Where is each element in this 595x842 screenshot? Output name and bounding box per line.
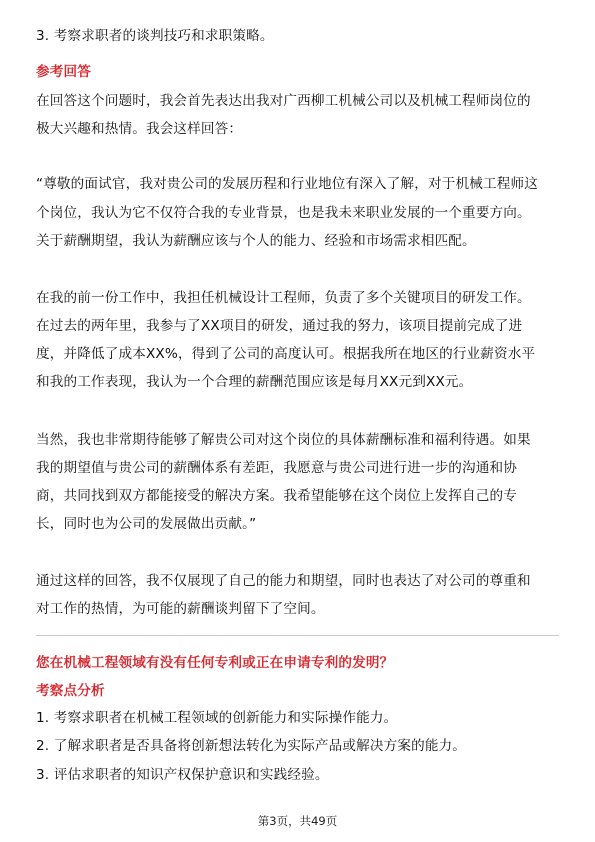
answer-para1-line-1: “尊敬的面试官，我对贵公司的发展历程和行业地位有深入了解，对于机械工程师这 bbox=[36, 176, 538, 192]
answer-para3-line-4: 长，同时也为公司的发展做出贡献。” bbox=[36, 516, 257, 532]
answer-para3-line-2: 我的期望值与贵公司的薪酬体系有差距，我愿意与贵公司进行进一步的沟通和协 bbox=[36, 460, 518, 476]
analysis-item-3: 3. 评估求职者的知识产权保护意识和实践经验。 bbox=[36, 767, 329, 783]
intro-line-1: 在回答这个问题时，我会首先表达出我对广西柳工机械公司以及机械工程师岗位的 bbox=[36, 93, 531, 109]
answer-para2-line-3: 度，并降低了成本XX%，得到了公司的高度认可。根据我所在地区的行业薪资水平 bbox=[36, 346, 536, 362]
intro-line-2: 极大兴趣和热情。我会这样回答： bbox=[36, 121, 243, 137]
analysis-heading: 考察点分析 bbox=[36, 683, 105, 699]
consideration-item-3: 3. 考察求职者的谈判技巧和求职策略。 bbox=[36, 28, 274, 44]
answer-para3-line-3: 商，共同找到双方都能接受的解决方案。我希望能够在这个岗位上发挥自己的专 bbox=[36, 488, 518, 504]
reference-answer-heading: 参考回答 bbox=[36, 64, 91, 80]
analysis-item-1: 1. 考察求职者在机械工程领域的创新能力和实际操作能力。 bbox=[36, 710, 398, 726]
answer-para2-line-1: 在我的前一份工作中，我担任机械设计工程师，负责了多个关键项目的研发工作。 bbox=[36, 290, 531, 306]
answer-para1-line-3: 关于薪酬期望，我认为薪酬应该与个人的能力、经验和市场需求相匹配。 bbox=[36, 233, 476, 249]
summary-line-2: 对工作的热情，为可能的薪酬谈判留下了空间。 bbox=[36, 601, 325, 617]
question-heading: 您在机械工程领域有没有任何专利或正在申请专利的发明？ bbox=[36, 655, 394, 671]
answer-para3-line-1: 当然，我也非常期待能够了解贵公司对这个岗位的具体薪酬标准和福利待遇。如果 bbox=[36, 432, 531, 448]
section-divider bbox=[36, 635, 559, 636]
summary-line-1: 通过这样的回答，我不仅展现了自己的能力和期望，同时也表达了对公司的尊重和 bbox=[36, 573, 531, 589]
page-footer: 第3页，共49页 bbox=[257, 814, 338, 828]
answer-para1-line-2: 个岗位，我认为它不仅符合我的专业背景，也是我未来职业发展的一个重要方向。 bbox=[36, 205, 531, 221]
analysis-item-2: 2. 了解求职者是否具备将创新想法转化为实际产品或解决方案的能力。 bbox=[36, 738, 467, 754]
answer-para2-line-4: 和我的工作表现，我认为一个合理的薪酬范围应该是每月XX元到XX元。 bbox=[36, 374, 473, 390]
answer-para2-line-2: 在过去的两年里，我参与了XX项目的研发，通过我的努力，该项目提前完成了进 bbox=[36, 318, 523, 334]
